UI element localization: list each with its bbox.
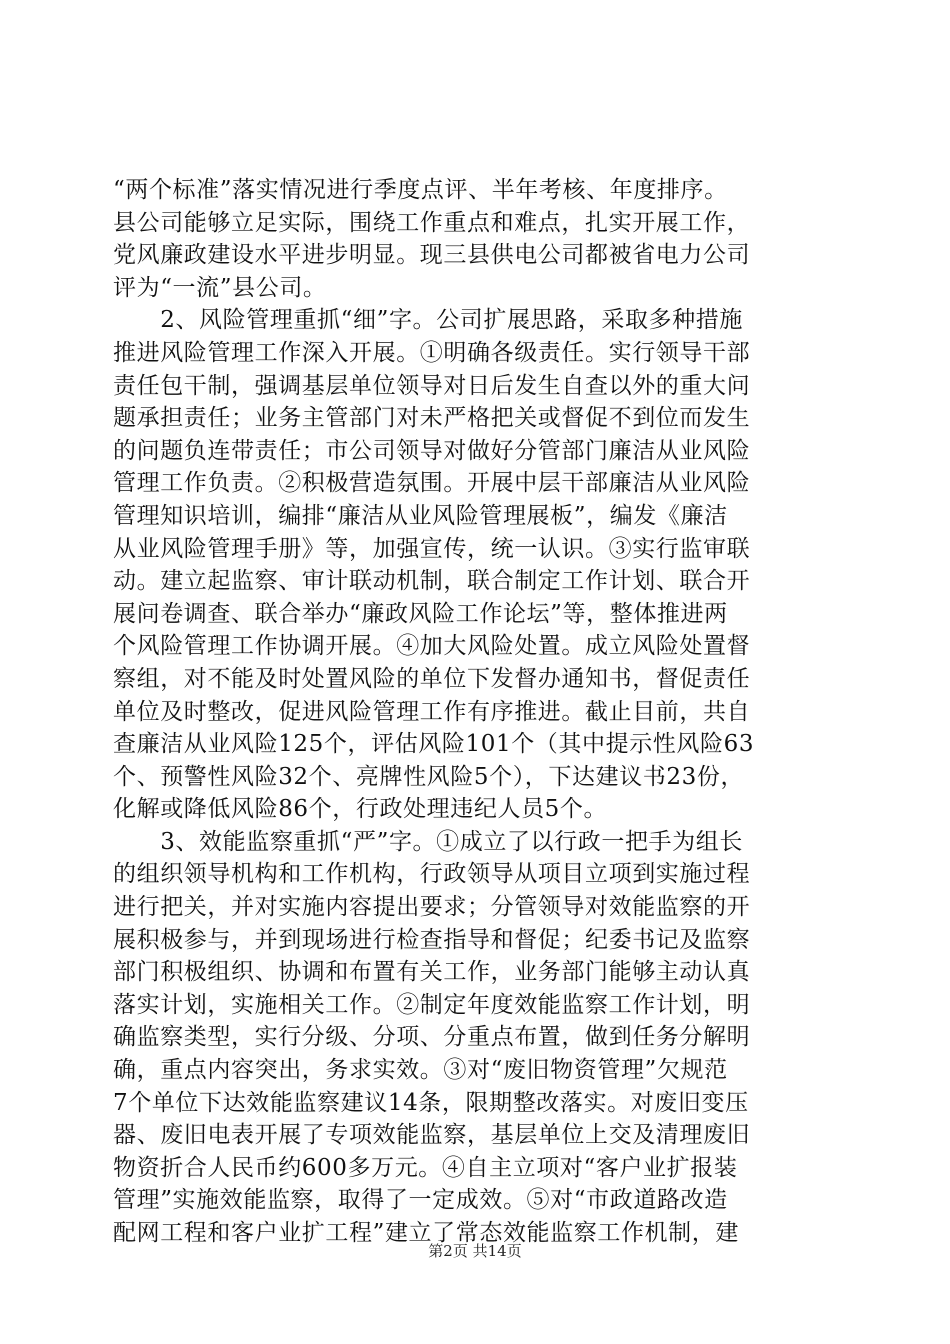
text-line: 管理知识培训，编排“廉洁从业风险管理展板”，编发《廉洁 — [113, 502, 728, 529]
text-line: 单位及时整改，促进风险管理工作有序推进。截止目前，共自 — [113, 698, 751, 725]
text-line: 进行把关，并对实施内容提出要求；分管领导对效能监察的开 — [113, 894, 751, 921]
text-line: 的组织领导机构和工作机构，行政领导从项目立项到实施过程 — [113, 861, 751, 888]
text-line: 查廉洁从业风险125个，评估风险101个（其中提示性风险63 — [113, 731, 755, 758]
text-line: 的问题负连带责任；市公司领导对做好分管部门廉洁从业风险 — [113, 437, 751, 464]
text-line: 落实计划，实施相关工作。②制定年度效能监察工作计划，明 — [113, 991, 751, 1018]
text-line: 党风廉政建设水平进步明显。现三县供电公司都被省电力公司 — [113, 242, 751, 269]
text-line: 配网工程和客户业扩工程”建立了常态效能监察工作机制，建 — [113, 1220, 739, 1246]
text-line: 评为“一流”县公司。 — [113, 274, 327, 301]
text-line: 部门积极组织、协调和布置有关工作，业务部门能够主动认真 — [113, 959, 751, 986]
text-line: 管理”实施效能监察，取得了一定成效。⑤对“市政道路改造 — [113, 1187, 728, 1214]
text-line: 3、效能监察重抓“严”字。①成立了以行政一把手为组长 — [113, 828, 743, 855]
text-line: 确，重点内容突出，务求实效。③对“废旧物资管理”欠规范 — [113, 1057, 728, 1084]
text-line: 2、风险管理重抓“细”字。公司扩展思路，采取多种措施 — [113, 307, 743, 334]
text-line: 器、废旧电表开展了专项效能监察，基层单位上交及清理废旧 — [113, 1122, 751, 1149]
text-line: 化解或降低风险86个，行政处理违纪人员5个。 — [113, 796, 608, 823]
text-line: 推进风险管理工作深入开展。①明确各级责任。实行领导干部 — [113, 339, 751, 366]
text-line: 从业风险管理手册》等，加强宣传，统一认识。③实行监审联 — [113, 535, 751, 562]
text-line: 个、预警性风险32个、亮牌性风险5个），下达建议书23份， — [113, 763, 745, 790]
text-line: “两个标准”落实情况进行季度点评、半年考核、年度排序。 — [113, 177, 728, 203]
page-number-footer: 第2页 共14页 — [428, 1242, 522, 1260]
text-line: 题承担责任；业务主管部门对未严格把关或督促不到位而发生 — [113, 405, 751, 432]
text-line: 责任包干制，强调基层单位领导对日后发生自查以外的重大问 — [113, 372, 751, 399]
text-line: 察组，对不能及时处置风险的单位下发督办通知书，督促责任 — [113, 665, 751, 692]
text-line: 确监察类型，实行分级、分项、分重点布置，做到任务分解明 — [113, 1024, 751, 1051]
text-line: 展积极参与，并到现场进行检查指导和督促；纪委书记及监察 — [113, 926, 751, 953]
body-text — [113, 174, 837, 1250]
text-line: 物资折合人民币约600多万元。④自主立项对“客户业扩报装 — [113, 1154, 738, 1181]
text-line: 7个单位下达效能监察建议14条，限期整改落实。对废旧变压 — [113, 1089, 749, 1116]
text-line: 展问卷调查、联合举办“廉政风险工作论坛”等，整体推进两 — [113, 600, 728, 627]
text-line: 动。建立起监察、审计联动机制，联合制定工作计划、联合开 — [113, 568, 751, 595]
text-line: 县公司能够立足实际，围绕工作重点和难点，扎实开展工作， — [113, 209, 751, 236]
text-line: 管理工作负责。②积极营造氛围。开展中层干部廉洁从业风险 — [113, 470, 751, 497]
text-line: 个风险管理工作协调开展。④加大风险处置。成立风险处置督 — [113, 633, 751, 660]
